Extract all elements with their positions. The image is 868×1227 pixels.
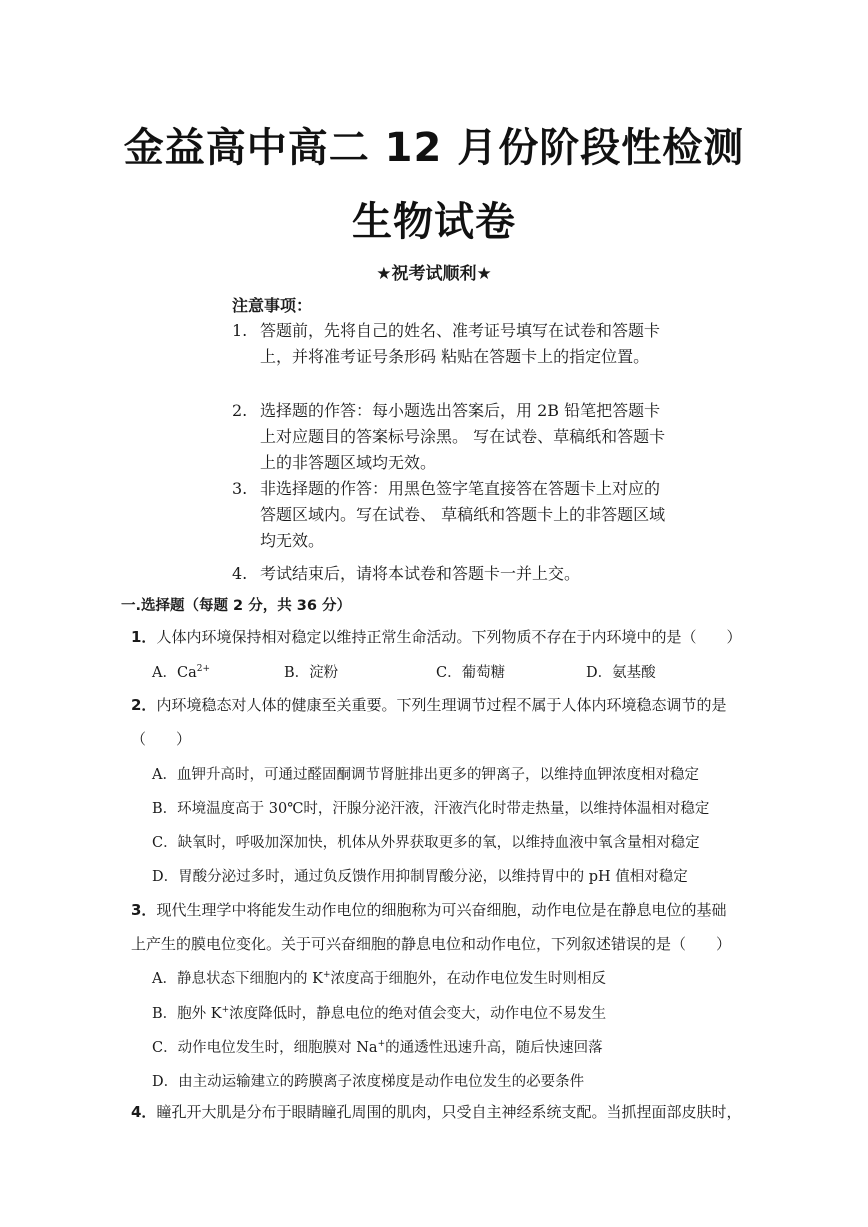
option-text: 由主动运输建立的跨膜离子浓度梯度是动作电位发生的必要条件 <box>178 1074 585 1090</box>
notice-item-number: 4. <box>232 564 248 583</box>
answer-option <box>436 661 505 682</box>
question-stem-continued <box>131 933 731 954</box>
question-number: 4． <box>131 1103 157 1121</box>
option-text-rest: 浓度高于细胞外，在动作电位发生时则相反 <box>330 971 606 987</box>
option-text: 血钾升高时，可通过醛固酮调节肾脏排出更多的钾离子，以维持血钾浓度相对稳定 <box>176 767 699 783</box>
question-stem-continued <box>131 728 191 749</box>
option-label: C． <box>152 1040 178 1056</box>
notice-item-text: 考试结束后，请将本试卷和答题卡一并上交。 <box>260 564 581 583</box>
option-label: A． <box>152 665 177 681</box>
option-text: 胞外 K <box>177 1006 222 1022</box>
answer-option <box>284 661 338 682</box>
option-label: B． <box>152 801 178 817</box>
notice-item-text: 非选择题的作答：用黑色签字笔直接答在答题卡上对应的答题区域内。写在试卷、 草稿纸和答题卡上的非答题区域均无效。 <box>260 479 666 550</box>
question-stem <box>131 694 726 715</box>
option-label: A． <box>152 971 177 987</box>
question-number: 1． <box>131 628 157 646</box>
option-superscript: + <box>221 1005 230 1016</box>
option-text: Ca <box>176 665 197 681</box>
notice-item-text: 选择题的作答：每小题选出答案后，用 2B 铅笔把答题卡上对应题目的答案标号涂黑。 写在试卷、草稿纸和答题卡上的非答题区域均无效。 <box>260 401 666 472</box>
option-text: 环境温度高于 30℃时，汗腺分泌汗液，汗液汽化时带走热量，以维持体温相对稳定 <box>177 801 710 817</box>
option-text: 氨基酸 <box>612 665 656 681</box>
answer-option <box>152 661 210 682</box>
option-text-rest: 的通透性迅速升高，随后快速回落 <box>385 1040 603 1056</box>
option-label: C． <box>152 835 178 851</box>
question-text: （ ） <box>131 730 192 748</box>
notice-item-number: 3. <box>232 479 248 498</box>
notice-item-number: 1. <box>232 321 248 340</box>
option-superscript: + <box>322 970 331 981</box>
section-heading: 一.选择题（每题 2 分，共 36 分） <box>121 598 351 614</box>
question-text: 瞳孔开大肌是分布于眼睛瞳孔周围的肌肉，只受自主神经系统支配。当抓捏面部皮肤时， <box>156 1103 742 1121</box>
option-text: 缺氧时，呼吸加深加快，机体从外界获取更多的氧，以维持血液中氧含量相对稳定 <box>177 835 700 851</box>
answer-option <box>152 831 700 852</box>
answer-option <box>152 1036 603 1057</box>
answer-option <box>152 1070 584 1091</box>
option-text: 静息状态下细胞内的 K <box>176 971 323 987</box>
good-luck-banner: ★祝考试顺利★ <box>376 264 492 284</box>
option-label: D． <box>586 665 613 681</box>
notice-heading: 注意事项： <box>232 296 313 315</box>
exam-title: 金益高中高二 12 月份阶段性检测 <box>123 125 745 171</box>
option-label: D． <box>152 1074 179 1090</box>
answer-option <box>152 1002 606 1023</box>
question-text: 现代生理学中将能发生动作电位的细胞称为可兴奋细胞，动作电位是在静息电位的基础 <box>156 901 727 919</box>
question-stem <box>131 899 726 920</box>
question-text: 上产生的膜电位变化。关于可兴奋细胞的静息电位和动作电位，下列叙述错误的是（ ） <box>131 935 732 953</box>
answer-option <box>152 797 709 818</box>
question-stem <box>131 626 741 647</box>
answer-option <box>152 763 699 784</box>
notice-item <box>232 561 672 587</box>
option-text: 葡萄糖 <box>461 665 506 681</box>
option-label: C． <box>436 665 462 681</box>
answer-option <box>152 967 606 988</box>
option-superscript: 2+ <box>196 664 211 675</box>
option-label: A． <box>152 767 177 783</box>
notice-item-number: 2. <box>232 401 248 420</box>
exam-subject-title: 生物试卷 <box>352 199 516 245</box>
option-text-rest: 浓度降低时，静息电位的绝对值会变大，动作电位不易发生 <box>229 1006 607 1022</box>
answer-option <box>152 865 688 886</box>
option-text: 胃酸分泌过多时，通过负反馈作用抑制胃酸分泌，以维持胃中的 pH 值相对稳定 <box>178 869 688 885</box>
question-stem <box>131 1101 741 1122</box>
option-label: B． <box>284 665 310 681</box>
question-text: 人体内环境保持相对稳定以维持正常生命活动。下列物质不存在于内环境中的是（ ） <box>156 628 742 646</box>
question-number: 3． <box>131 901 157 919</box>
question-number: 2． <box>131 696 157 714</box>
notice-item <box>232 318 672 370</box>
answer-option <box>586 661 656 682</box>
option-label: D． <box>152 869 179 885</box>
question-text: 内环境稳态对人体的健康至关重要。下列生理调节过程不属于人体内环境稳态调节的是 <box>156 696 727 714</box>
option-text: 淀粉 <box>309 665 339 681</box>
notice-item <box>232 398 672 476</box>
option-superscript: + <box>377 1039 386 1050</box>
notice-item <box>232 476 672 554</box>
notice-item-text: 答题前，先将自己的姓名、准考证号填写在试卷和答题卡上，并将准考证号条形码 粘贴在答题卡上的指定位置。 <box>260 321 661 366</box>
option-label: B． <box>152 1006 178 1022</box>
option-text: 动作电位发生时，细胞膜对 Na <box>177 1040 378 1056</box>
